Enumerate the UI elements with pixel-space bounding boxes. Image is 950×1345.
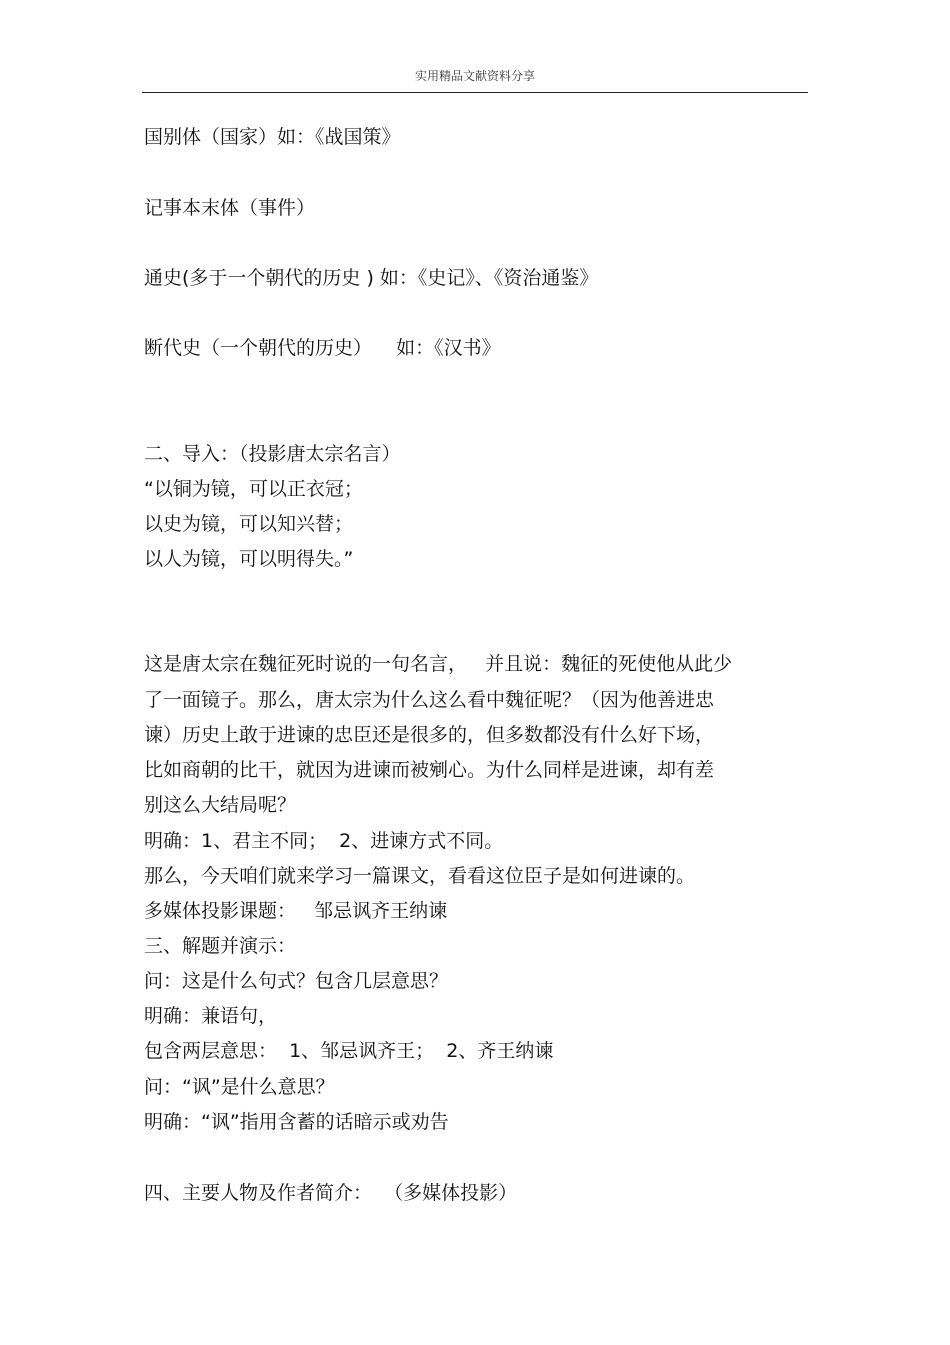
text-line: 明确：兼语句， — [144, 1005, 278, 1027]
text-line: 国别体（国家）如：《战国策》 — [144, 126, 401, 148]
quote-line: 以史为镜，可以知兴替； — [144, 513, 354, 535]
text-line: 记事本末体（事件） — [144, 197, 316, 219]
text-line: 问：这是什么句式？包含几层意思？ — [144, 970, 449, 992]
text-line: 多媒体投影课题： 邹忌讽齐王纳谏 — [144, 900, 448, 922]
section-heading: 三、解题并演示： — [144, 935, 297, 957]
text-line: 断代史（一个朝代的历史） 如：《汉书》 — [144, 337, 501, 359]
text-line: 明确：“讽”指用含蓄的话暗示或劝告 — [144, 1111, 449, 1133]
quote-line: 以人为镜，可以明得失。” — [144, 548, 354, 570]
section-heading: 二、导入：（投影唐太宗名言） — [144, 443, 401, 465]
text-line: 那么，今天咱们就来学习一篇课文，看看这位臣子是如何进谏的。 — [144, 865, 696, 887]
text-line: 通史(多于一个朝代的历史 ) 如：《史记》、《资治通鉴》 — [144, 267, 599, 289]
paragraph-line: 比如商朝的比干，就因为进谏而被剜心。为什么同样是进谏，却有差 — [144, 759, 715, 781]
text-line: 问：“讽”是什么意思？ — [144, 1076, 335, 1098]
text-line: 包含两层意思： 1、邹忌讽齐王； 2、齐王纳谏 — [144, 1040, 554, 1062]
paragraph-line: 这是唐太宗在魏征死时说的一句名言， 并且说：魏征的死使他从此少 — [144, 653, 733, 675]
page-header: 实用精品文献资料分享 — [142, 66, 808, 93]
text-line: 明确：1、君主不同； 2、进谏方式不同。 — [144, 830, 504, 852]
paragraph-line: 谏）历史上敢于进谏的忠臣还是很多的，但多数都没有什么好下场， — [144, 724, 715, 746]
paragraph-line: 别这么大结局呢？ — [144, 794, 297, 816]
quote-line: “以铜为镜，可以正衣冠； — [144, 478, 363, 500]
paragraph-line: 了一面镜子。那么，唐太宗为什么这么看中魏征呢？（因为他善进忠 — [144, 689, 715, 711]
section-heading: 四、主要人物及作者简介： （多媒体投影） — [144, 1182, 518, 1204]
